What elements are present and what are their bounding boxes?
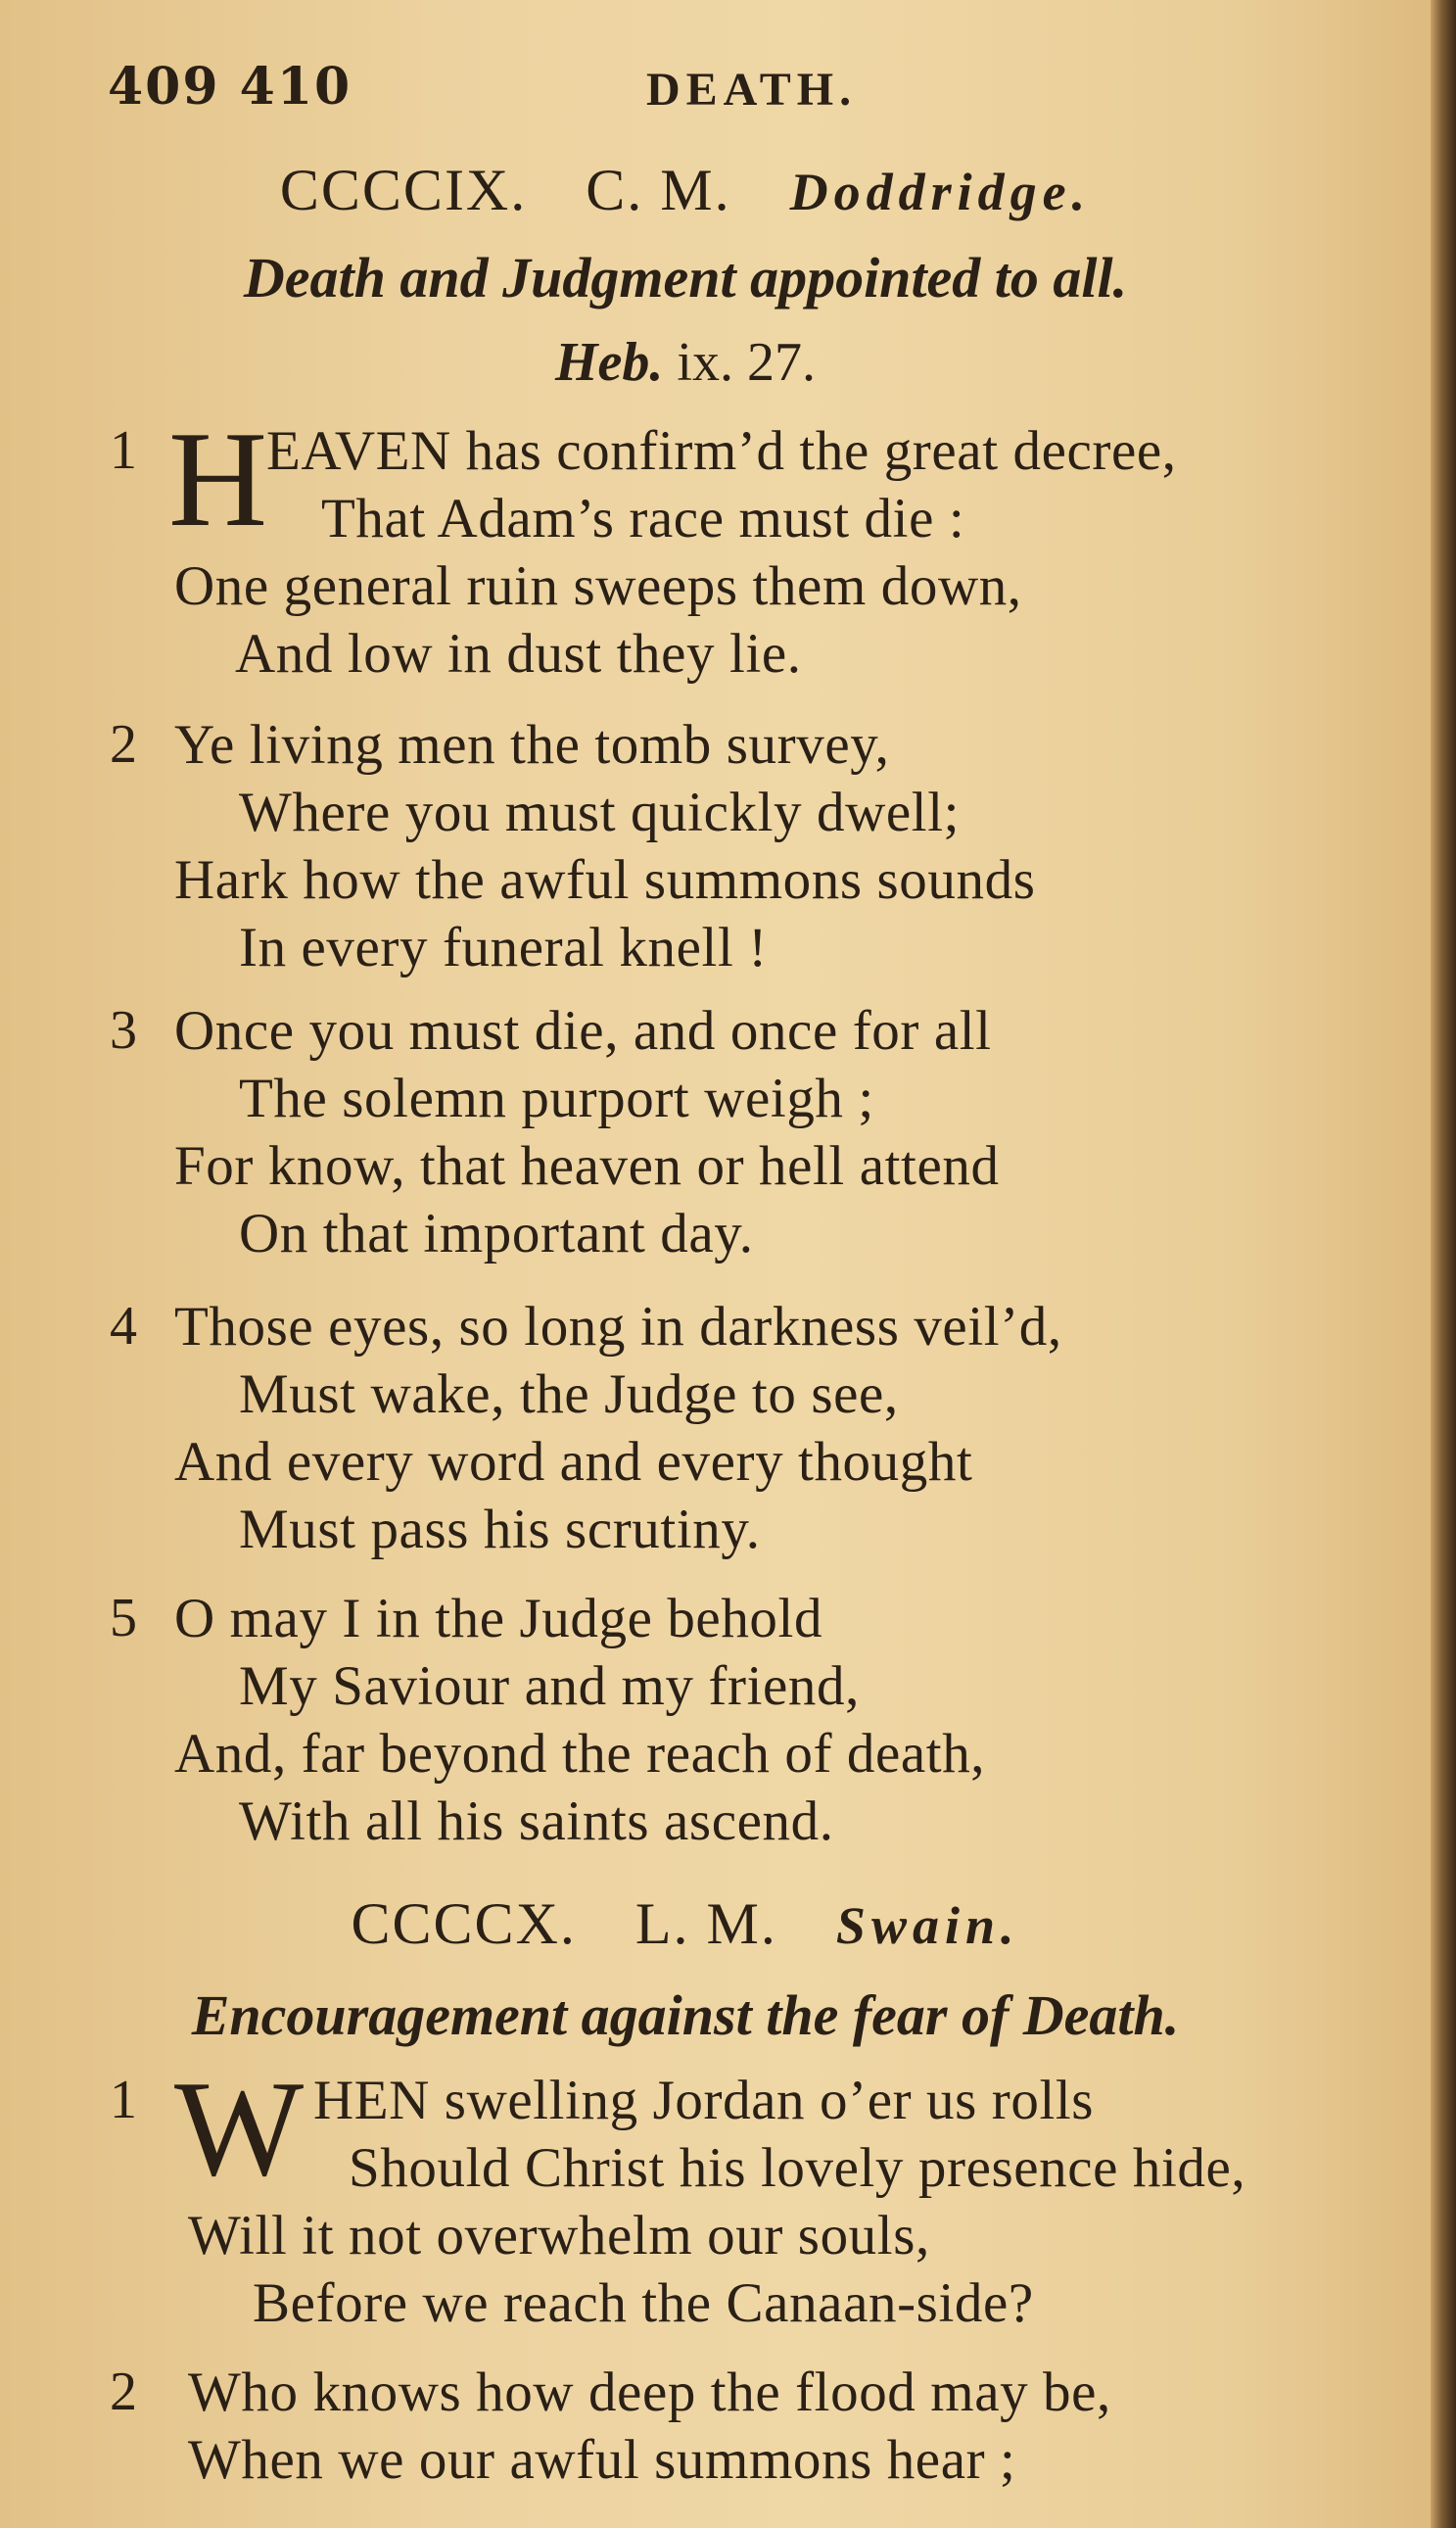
verse-line: Where you must quickly dwell; (239, 782, 961, 843)
verse-line: HEN swelling Jordan o’er us rolls (313, 2070, 1095, 2131)
verse-line: Must pass his scrutiny. (239, 1499, 761, 1560)
verse-line: Hark how the awful summons sounds (174, 849, 1036, 911)
hymn-2-meter: L. M. (634, 1891, 777, 1956)
verse-line: Those eyes, so long in darkness veil’d, (174, 1296, 1062, 1358)
drop-cap: H (168, 404, 268, 555)
hymn-2-heading (0, 1890, 1371, 1958)
verse-line: Will it not overwhelm our souls, (188, 2205, 930, 2266)
verse-line: My Saviour and my friend, (239, 1655, 860, 1717)
scripture-book: Heb. (555, 332, 664, 393)
stanza-number: 3 (110, 1000, 137, 1061)
verse-line: For know, that heaven or hell attend (174, 1135, 1000, 1197)
verse-line: In every funeral knell ! (239, 917, 768, 978)
stanza-number: 1 (110, 2070, 137, 2130)
running-title: DEATH. (646, 64, 858, 116)
hymn-1-number: CCCCIX. (279, 158, 528, 222)
hymn-1-meter: C. M. (586, 158, 731, 222)
verse-line: The solemn purport weigh ; (239, 1068, 874, 1129)
verse-line: Should Christ his lovely presence hide, (349, 2137, 1246, 2199)
verse-line: Ye living men the tomb survey, (174, 714, 890, 776)
scripture-ref: ix. 27. (677, 332, 816, 393)
page-edge (1431, 0, 1456, 2528)
verse-line: On that important day. (239, 1203, 754, 1264)
verse-line: O may I in the Judge behold (174, 1588, 823, 1649)
verse-line: Once you must die, and once for all (174, 1000, 992, 1062)
stanza-number: 2 (110, 714, 137, 775)
verse-line: One general ruin sweeps them down, (174, 555, 1022, 617)
hymn-2-composer: Swain. (835, 1896, 1020, 1955)
verse-line: When we our awful summons hear ; (188, 2429, 1016, 2491)
hymn-1-title: Death and Judgment appointed to all. (243, 246, 1128, 310)
hymn-1-heading (0, 157, 1371, 224)
verse-line: With all his saints ascend. (239, 1790, 834, 1852)
verse-line: And every word and every thought (174, 1431, 973, 1493)
stanza-number: 5 (110, 1588, 137, 1648)
drop-cap: W (174, 2053, 305, 2205)
page-numbers: 409 410 (108, 57, 352, 117)
verse-line: And, far beyond the reach of death, (174, 1723, 986, 1785)
stanza-number: 2 (110, 2361, 137, 2422)
verse-line: Who knows how deep the flood may be, (188, 2361, 1111, 2423)
verse-line: EAVEN has confirm’d the great decree, (266, 420, 1177, 482)
verse-line: Must wake, the Judge to see, (239, 1363, 899, 1425)
verse-line: That Adam’s race must die : (321, 488, 965, 549)
stanza-number: 1 (110, 420, 137, 481)
hymn-1-scripture (0, 331, 1371, 394)
hymn-2-title: Encouragement against the fear of Death. (191, 1983, 1180, 2047)
hymn-2-number: CCCCX. (351, 1891, 577, 1956)
hymn-1-composer: Doddridge. (789, 163, 1092, 221)
stanza-number: 4 (110, 1296, 137, 1357)
verse-line: And low in dust they lie. (235, 623, 802, 685)
verse-line: Before we reach the Canaan-side? (253, 2272, 1034, 2334)
